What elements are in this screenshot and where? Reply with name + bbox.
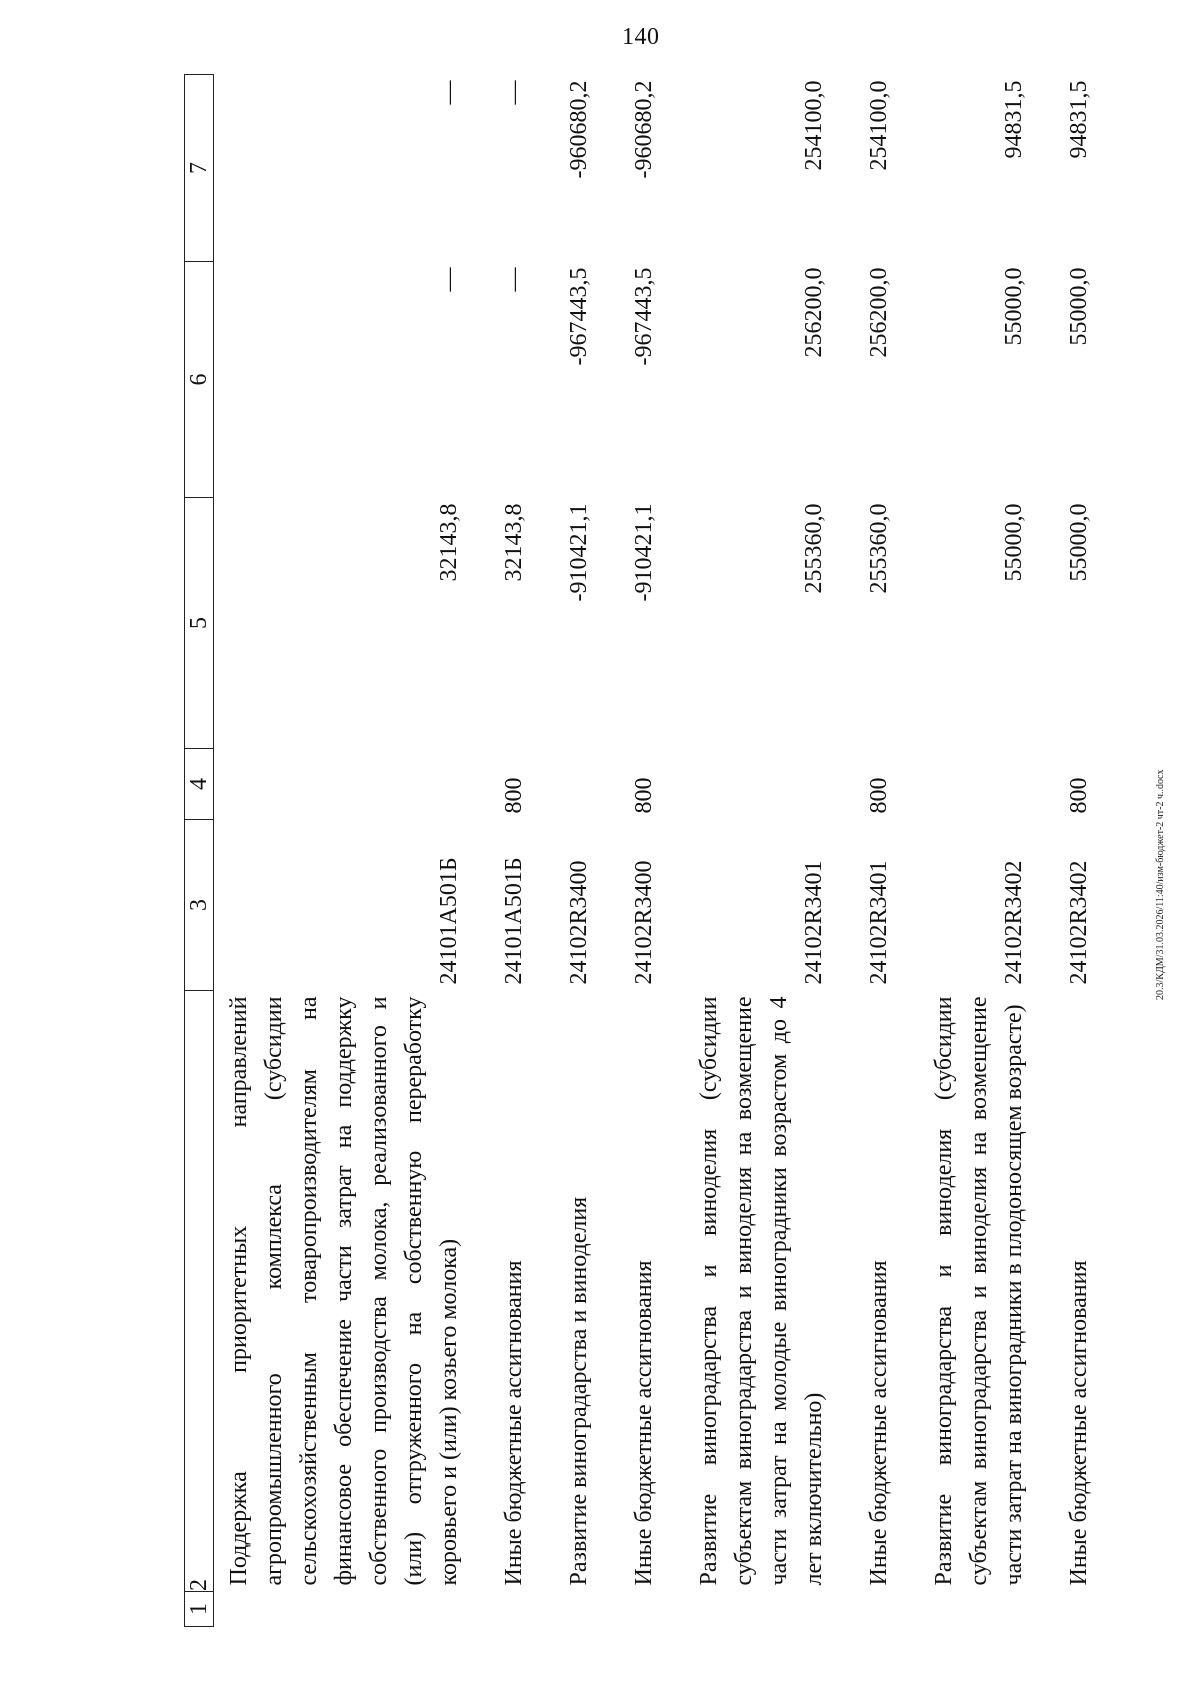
footer-file-reference: 20.3/КДМ/31.03.2026/11:40/изм-бюджет-2 чт-2 ч..docx (1155, 769, 1166, 1000)
amount-col7-cell: — (501, 80, 527, 105)
target-code-cell: 24102R3402 (1066, 860, 1092, 985)
expense-type-cell: 800 (501, 777, 527, 814)
row-number-cell (214, 1592, 480, 1627)
amount-col7-cell: — (436, 80, 462, 105)
target-code-cell: 24101А501Б (436, 857, 462, 985)
item-name-cell: Развитие виноградарства и виноделия (566, 1196, 592, 1586)
row-number-cell (544, 1592, 609, 1627)
expense-type-cell (909, 749, 1044, 820)
amount-col7-cell: 254100,0 (866, 80, 892, 171)
page-number: 140 (622, 24, 660, 50)
amount-col7-cell: -960680,2 (631, 80, 657, 179)
table-row (544, 75, 609, 1627)
amount-col5-cell: -910421,1 (566, 503, 592, 602)
amount-col6-cell: — (436, 267, 462, 292)
amount-col6-cell: -967443,5 (631, 267, 657, 366)
item-name-cell: Развитие виноградарства и виноделия (субсидии субъектам виноградарства и виноделия на возмещение части затрат на молодые виноградники возрастом до 4 лет включительно) (696, 996, 827, 1586)
header-col-5: 5 (185, 498, 214, 749)
amount-col6-cell: -967443,5 (566, 267, 592, 366)
target-code-cell: 24102R3401 (801, 860, 827, 985)
table-header-row (185, 75, 214, 1627)
table-row (844, 75, 909, 1627)
target-code-cell: 24102R3400 (566, 860, 592, 985)
amount-col5-cell: 255360,0 (801, 503, 827, 594)
item-name-cell: Иные бюджетные ассигнования (866, 1260, 892, 1586)
table-row (609, 75, 674, 1627)
item-name-cell: Поддержка приоритетных направлений агропромышленного комплекса (субсидии сельскохозяйственным товаропроизводителям на финансовое обеспечение части затрат на поддержку собственного производства молока, реализованного и (или) отгруженного на собственную переработку коровьего и (или) козьего молока) (226, 996, 462, 1586)
budget-table (184, 74, 1109, 1627)
row-number-cell (609, 1592, 674, 1627)
item-name-cell: Иные бюджетные ассигнования (501, 1260, 527, 1586)
row-number-cell (1044, 1592, 1109, 1627)
header-col-4: 4 (185, 749, 214, 820)
amount-col6-cell: — (501, 267, 527, 292)
row-number-cell (479, 1592, 544, 1627)
header-col-1: 1 (185, 1592, 214, 1627)
header-col-2: 2 (185, 991, 214, 1592)
amount-col5-cell: 55000,0 (1001, 503, 1027, 582)
amount-col6-cell: 55000,0 (1001, 267, 1027, 346)
header-col-6: 6 (185, 262, 214, 498)
target-code-cell: 24102R3402 (1001, 860, 1027, 985)
amount-col7-cell: -960680,2 (566, 80, 592, 179)
row-number-cell (844, 1592, 909, 1627)
budget-table-rotated (184, 80, 1092, 1627)
table-row (479, 75, 544, 1627)
header-col-3: 3 (185, 820, 214, 991)
expense-type-cell (674, 749, 844, 820)
table-row (214, 75, 480, 1627)
expense-type-cell: 800 (631, 777, 657, 814)
item-name-cell: Иные бюджетные ассигнования (631, 1260, 657, 1586)
amount-col5-cell: 255360,0 (866, 503, 892, 594)
amount-col5-cell: -910421,1 (631, 503, 657, 602)
expense-type-cell: 800 (866, 777, 892, 814)
amount-col5-cell: 32143,8 (436, 503, 462, 582)
amount-col5-cell: 55000,0 (1066, 503, 1092, 582)
target-code-cell: 24102R3400 (631, 860, 657, 985)
amount-col7-cell: 254100,0 (801, 80, 827, 171)
target-code-cell: 24102R3401 (866, 860, 892, 985)
row-number-cell (674, 1592, 844, 1627)
amount-col6-cell: 256200,0 (866, 267, 892, 358)
row-number-cell (909, 1592, 1044, 1627)
amount-col6-cell: 256200,0 (801, 267, 827, 358)
amount-col7-cell: 94831,5 (1066, 80, 1092, 159)
header-col-7: 7 (185, 75, 214, 262)
item-name-cell: Развитие виноградарства и виноделия (субсидии субъектам виноградарства и виноделия на возмещение части затрат на виноградники в плодоносящем возрасте) (931, 996, 1027, 1586)
table-row (674, 75, 844, 1627)
item-name-cell: Иные бюджетные ассигнования (1066, 1260, 1092, 1586)
expense-type-cell: 800 (1066, 777, 1092, 814)
amount-col7-cell: 94831,5 (1001, 80, 1027, 159)
target-code-cell: 24101А501Б (501, 857, 527, 985)
expense-type-cell (544, 749, 609, 820)
amount-col6-cell: 55000,0 (1066, 267, 1092, 346)
table-row (1044, 75, 1109, 1627)
expense-type-cell (214, 749, 480, 820)
table-row (909, 75, 1044, 1627)
amount-col5-cell: 32143,8 (501, 503, 527, 582)
